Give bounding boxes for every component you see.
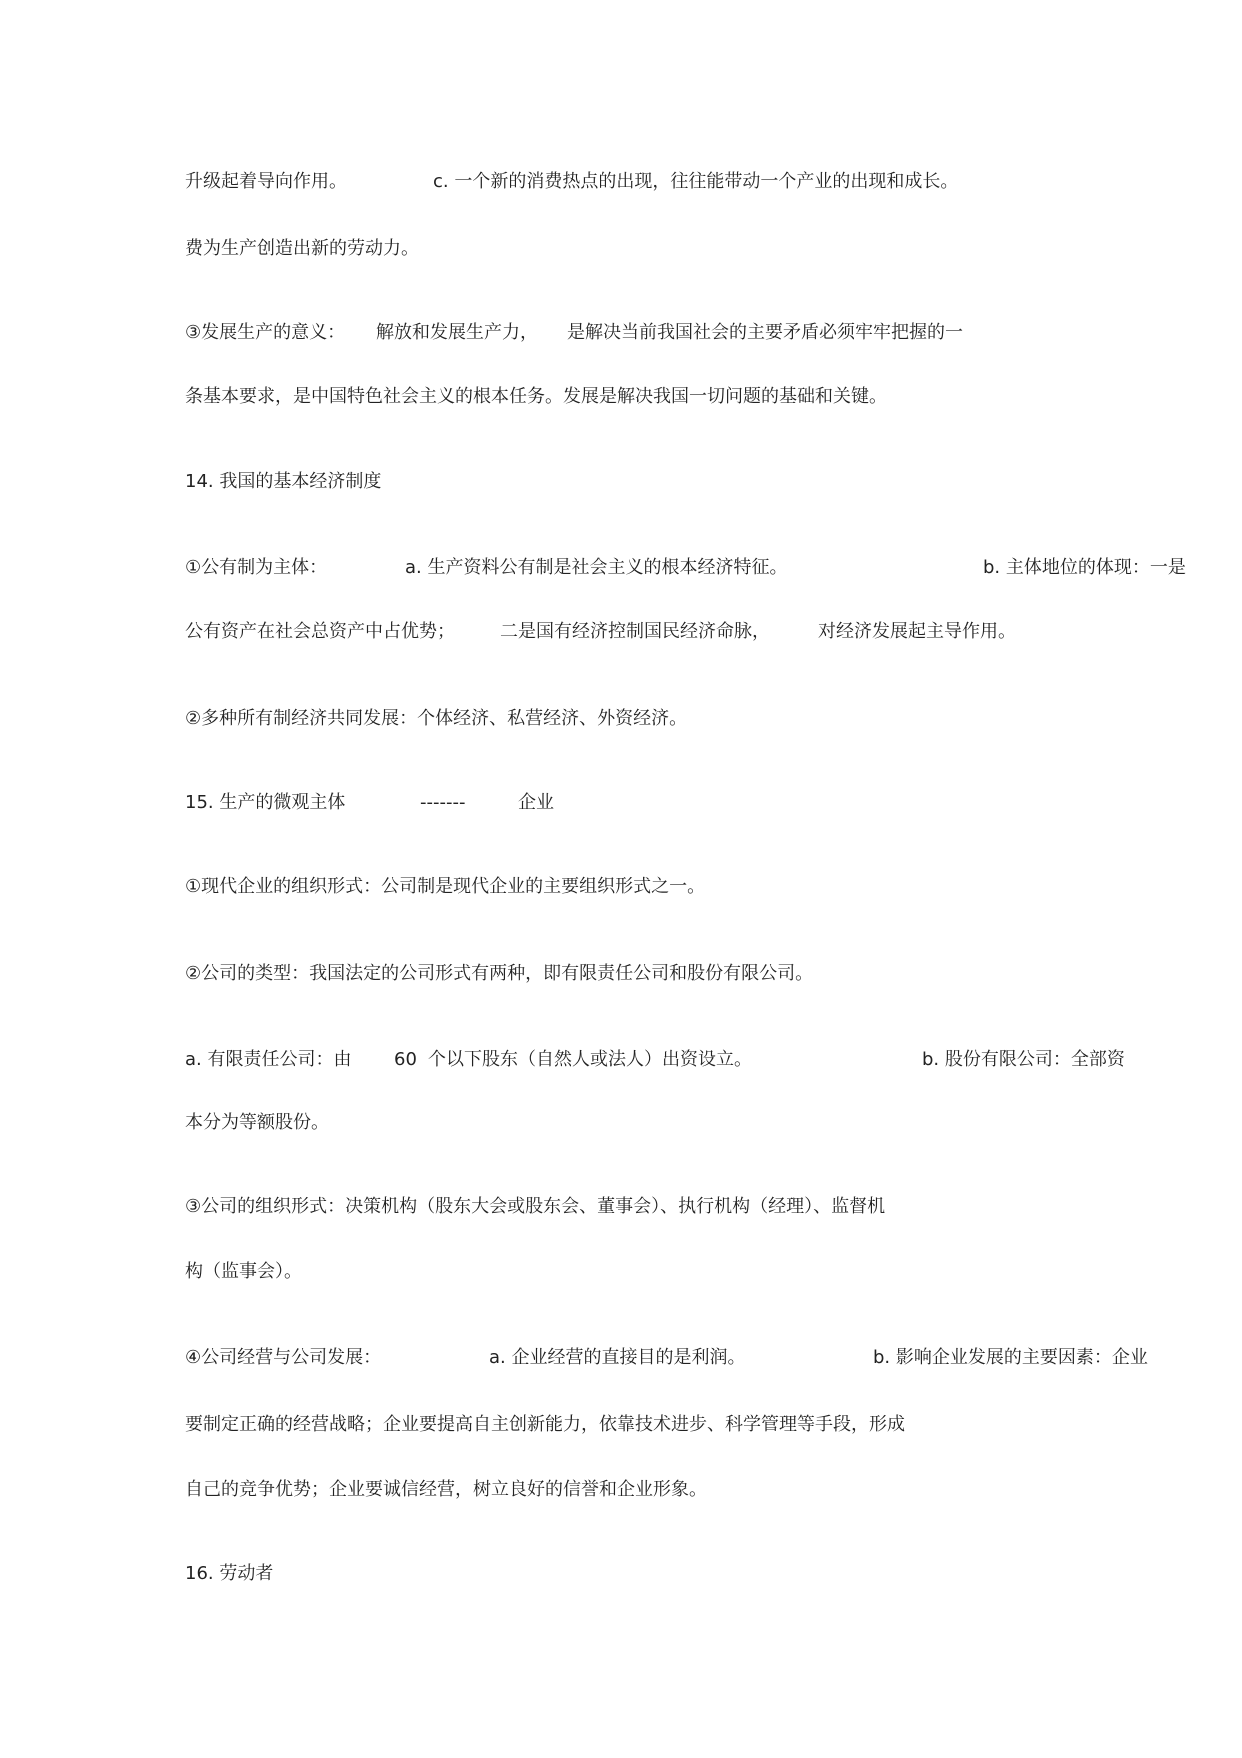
text-line: ④公司经营与公司发展： — [185, 1347, 382, 1368]
text-line: ①现代企业的组织形式：公司制是现代企业的主要组织形式之一。 — [185, 876, 706, 897]
text-line: a. 有限责任公司：由 — [185, 1049, 352, 1070]
text-segment: a. 企业经营的直接目的是利润。 — [489, 1347, 746, 1368]
text-line: 自己的竞争优势；企业要诚信经营，树立良好的信誉和企业形象。 — [185, 1479, 707, 1500]
text-segment: b. 股份有限公司：全部资 — [922, 1049, 1125, 1070]
text-segment: 是解决当前我国社会的主要矛盾必须牢牢把握的一 — [567, 322, 963, 343]
text-segment: c. 一个新的消费热点的出现，往往能带动一个产业的出现和成长。 — [433, 171, 959, 192]
text-line: ③公司的组织形式：决策机构（股东大会或股东会、董事会）、执行机构（经理）、监督机 — [185, 1196, 886, 1217]
text-line: ②公司的类型：我国法定的公司形式有两种，即有限责任公司和股份有限公司。 — [185, 963, 814, 984]
text-line: 构（监事会）。 — [185, 1261, 302, 1282]
text-line: 公有资产在社会总资产中占优势； — [185, 621, 455, 642]
text-line: 14. 我国的基本经济制度 — [185, 471, 382, 492]
text-segment: 对经济发展起主导作用。 — [818, 621, 1016, 642]
text-line: 费为生产创造出新的劳动力。 — [185, 238, 419, 259]
text-segment: b. 主体地位的体现：一是 — [983, 557, 1186, 578]
text-segment: 个以下股东（自然人或法人）出资设立。 — [428, 1049, 752, 1070]
text-segment: 60 — [394, 1049, 417, 1070]
text-line: 要制定正确的经营战略；企业要提高自主创新能力，依靠技术进步、科学管理等手段，形成 — [185, 1414, 905, 1435]
text-line: ③发展生产的意义： — [185, 322, 346, 343]
text-segment: b. 影响企业发展的主要因素：企业 — [873, 1347, 1148, 1368]
text-segment: ------- — [420, 792, 466, 813]
text-segment: 企业 — [518, 792, 554, 813]
text-segment: 二是国有经济控制国民经济命脉， — [500, 621, 770, 642]
text-line: 条基本要求，是中国特色社会主义的根本任务。发展是解决我国一切问题的基础和关键。 — [185, 386, 887, 407]
text-segment: a. 生产资料公有制是社会主义的根本经济特征。 — [405, 557, 788, 578]
text-line: 15. 生产的微观主体 — [185, 792, 346, 813]
text-line: 16. 劳动者 — [185, 1563, 274, 1584]
text-segment: 解放和发展生产力， — [376, 322, 538, 343]
text-line: 升级起着导向作用。 — [185, 171, 347, 192]
text-line: ①公有制为主体： — [185, 557, 328, 578]
text-line: 本分为等额股份。 — [185, 1112, 329, 1133]
text-line: ②多种所有制经济共同发展：个体经济、私营经济、外资经济。 — [185, 708, 688, 729]
